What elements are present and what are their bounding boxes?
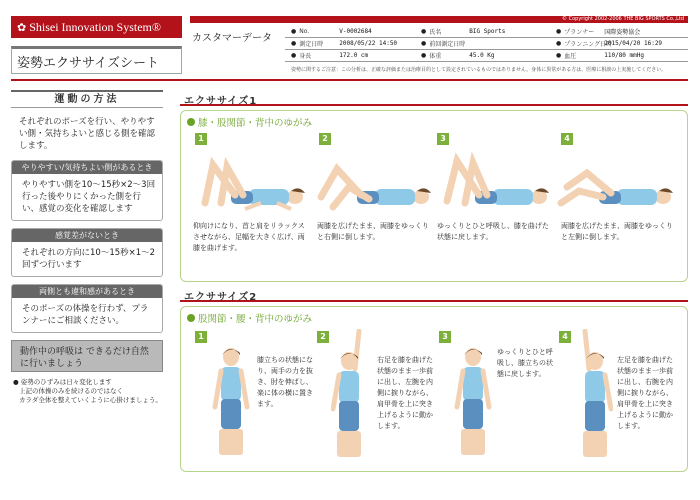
info-key: 前回測定日時 (429, 41, 466, 48)
step-badge: 4 (559, 331, 571, 343)
tip-body: そのポーズの体操を行わず、プランナーにご相談ください。 (22, 304, 149, 326)
kneeling-arm-up-figure (331, 329, 371, 467)
info-key: 体重 (429, 53, 442, 60)
exercise-2-title: エクササイズ2 (180, 288, 688, 302)
step-badge: 1 (195, 331, 207, 343)
step-description: 両膝を広げたまま、両膝をゆっくりと左側に倒します。 (561, 222, 673, 241)
method-title: 運動の方法 (11, 90, 163, 108)
breathing-note: 動作中の呼吸は できるだけ自然に行いましょう (11, 340, 163, 372)
method-panel (11, 90, 163, 405)
bullet-icon: ● (421, 52, 427, 59)
footnote-line: 上記の体操のみを続けるのではなく (19, 387, 123, 395)
customer-data-label: カスタマーデータ (192, 33, 272, 44)
info-value: V-0002684 (339, 28, 372, 35)
step-badge: 2 (319, 133, 331, 145)
info-cell (415, 51, 550, 60)
bullet-icon: ● (291, 40, 297, 47)
info-key: プランナー (564, 29, 595, 36)
info-value: 2015/04/20 16:29 (604, 40, 663, 47)
method-intro: それぞれのポーズを行い、やりやすい側・気持ちよいと感じる側を確認します。 (19, 117, 156, 151)
sheet-title: 姿勢エクササイズシート (11, 46, 182, 74)
lying-knees-center-figure (433, 151, 551, 211)
info-cell (550, 27, 688, 36)
bullet-icon: ● (556, 28, 562, 35)
info-cell (285, 28, 415, 35)
exercise-2-panel (180, 306, 688, 472)
info-key: 測定日時 (299, 41, 324, 48)
tip-box (11, 160, 163, 221)
header-divider (11, 79, 688, 81)
exercise-1-subtitle (187, 115, 312, 129)
subtitle-text: 膝・股関節・背中のゆがみ (198, 118, 313, 129)
info-key: No. (299, 28, 310, 35)
step-badge: 3 (439, 331, 451, 343)
info-key: 氏名 (429, 29, 442, 36)
footnote-line: ● 姿勢のひずみは日々変化します (13, 378, 112, 386)
step-description: 右足を膝を曲げた状態のまま一歩前に出し、左腕を内側に捩りながら、肩甲骨を上に突き上げるように動かします。 (377, 356, 433, 430)
customer-info-grid (285, 26, 688, 62)
info-row (285, 38, 688, 50)
kneeling-figure (453, 345, 493, 467)
step-badge: 1 (195, 133, 207, 145)
info-key: プランニング日時 (564, 41, 613, 48)
step-badge: 2 (317, 331, 329, 343)
info-cell (415, 39, 550, 48)
exercise-1-panel (180, 110, 688, 282)
green-dot-icon (187, 118, 195, 126)
bullet-icon: ● (421, 40, 427, 47)
info-cell (550, 39, 688, 48)
info-value: 110/80 mmHg (604, 52, 644, 59)
tip-box (11, 228, 163, 277)
bullet-icon: ● (421, 28, 427, 35)
footnote-line: カラダ全体を整えていくように心掛けましょう。 (19, 396, 162, 404)
footnote (11, 378, 163, 405)
step-badge: 4 (561, 133, 573, 145)
kneeling-arm-up-figure (573, 329, 613, 467)
tip-heading: 感覚差がないとき (12, 229, 162, 242)
info-value: BIG Sports (469, 28, 506, 35)
logo-text: Shisei Innovation System® (29, 19, 162, 34)
info-value: 45.0 Kg (469, 52, 495, 59)
brand-logo (11, 16, 182, 38)
exercise-1-title: エクササイズ1 (180, 92, 688, 106)
bullet-icon: ● (556, 52, 562, 59)
info-cell (285, 39, 415, 48)
bullet-icon: ● (291, 28, 297, 35)
exercise-2-subtitle (187, 311, 312, 325)
info-value: 国際姿勢協会 (604, 29, 641, 36)
info-value: 2008/05/22 14:50 (339, 40, 398, 47)
subtitle-text: 股関節・腰・背中のゆがみ (198, 314, 313, 325)
green-dot-icon (187, 314, 195, 322)
info-key: 血圧 (564, 53, 577, 60)
info-cell (415, 27, 550, 36)
info-cell (550, 51, 688, 60)
lying-knees-left-figure (557, 151, 675, 211)
kneeling-figure (211, 345, 251, 467)
step-description: 左足を膝を曲げた状態のまま一歩前に出し、右腕を内側に捩りながら、肩甲骨を上に突き上げるように動かします。 (617, 356, 673, 430)
info-cell (285, 51, 415, 60)
info-value: 172.0 cm (339, 52, 369, 59)
info-row (285, 26, 688, 38)
copyright-bar: © Copyright 2002-2006 THE BIG SPORTS Co.,Ltd (190, 16, 688, 23)
step-description: 両膝を広げたまま、両膝をゆっくりと右側に倒します。 (317, 222, 429, 241)
step-badge: 3 (437, 133, 449, 145)
flower-icon: ✿ (17, 21, 27, 34)
bullet-icon: ● (291, 52, 297, 59)
tip-box (11, 284, 163, 333)
tip-body: それぞれの方向に10～15秒×1～2回ずつ行います (22, 248, 156, 270)
bullet-icon: ● (556, 40, 562, 47)
tip-body: やりやすい側を10～15秒×2～3回行った後やりにくかった側を行い、感覚の変化を確認します (22, 180, 156, 214)
lying-knees-up-figure (191, 151, 309, 211)
info-key: 身長 (299, 53, 312, 60)
tip-heading: 両側とも違和感があるとき (12, 285, 162, 298)
lying-knees-right-figure (315, 151, 433, 211)
notice-text: 姿勢に関するご注意：この分析は、正確な評価または治療目的として設定されているものではありません。身体に異常がある方は、医療に相談の上実施してください。 (291, 67, 667, 73)
step-description: 膝立ちの状態になり、両手の力を抜き、肘を伸ばし、楽に体の横に置きます。 (257, 356, 313, 408)
step-description: 仰向けになり、首と肩をリラックスさせながら、足幅を大きく広げ、両膝を曲げます。 (193, 222, 305, 252)
step-description: ゆっくりとひと呼吸し、膝立ちの状態に戻します。 (497, 348, 553, 378)
tip-heading: やりやすい/気持ちよい側があるとき (12, 161, 162, 174)
step-description: ゆっくりとひと呼吸し、膝を曲げた状態に戻します。 (437, 222, 549, 241)
info-row (285, 50, 688, 62)
